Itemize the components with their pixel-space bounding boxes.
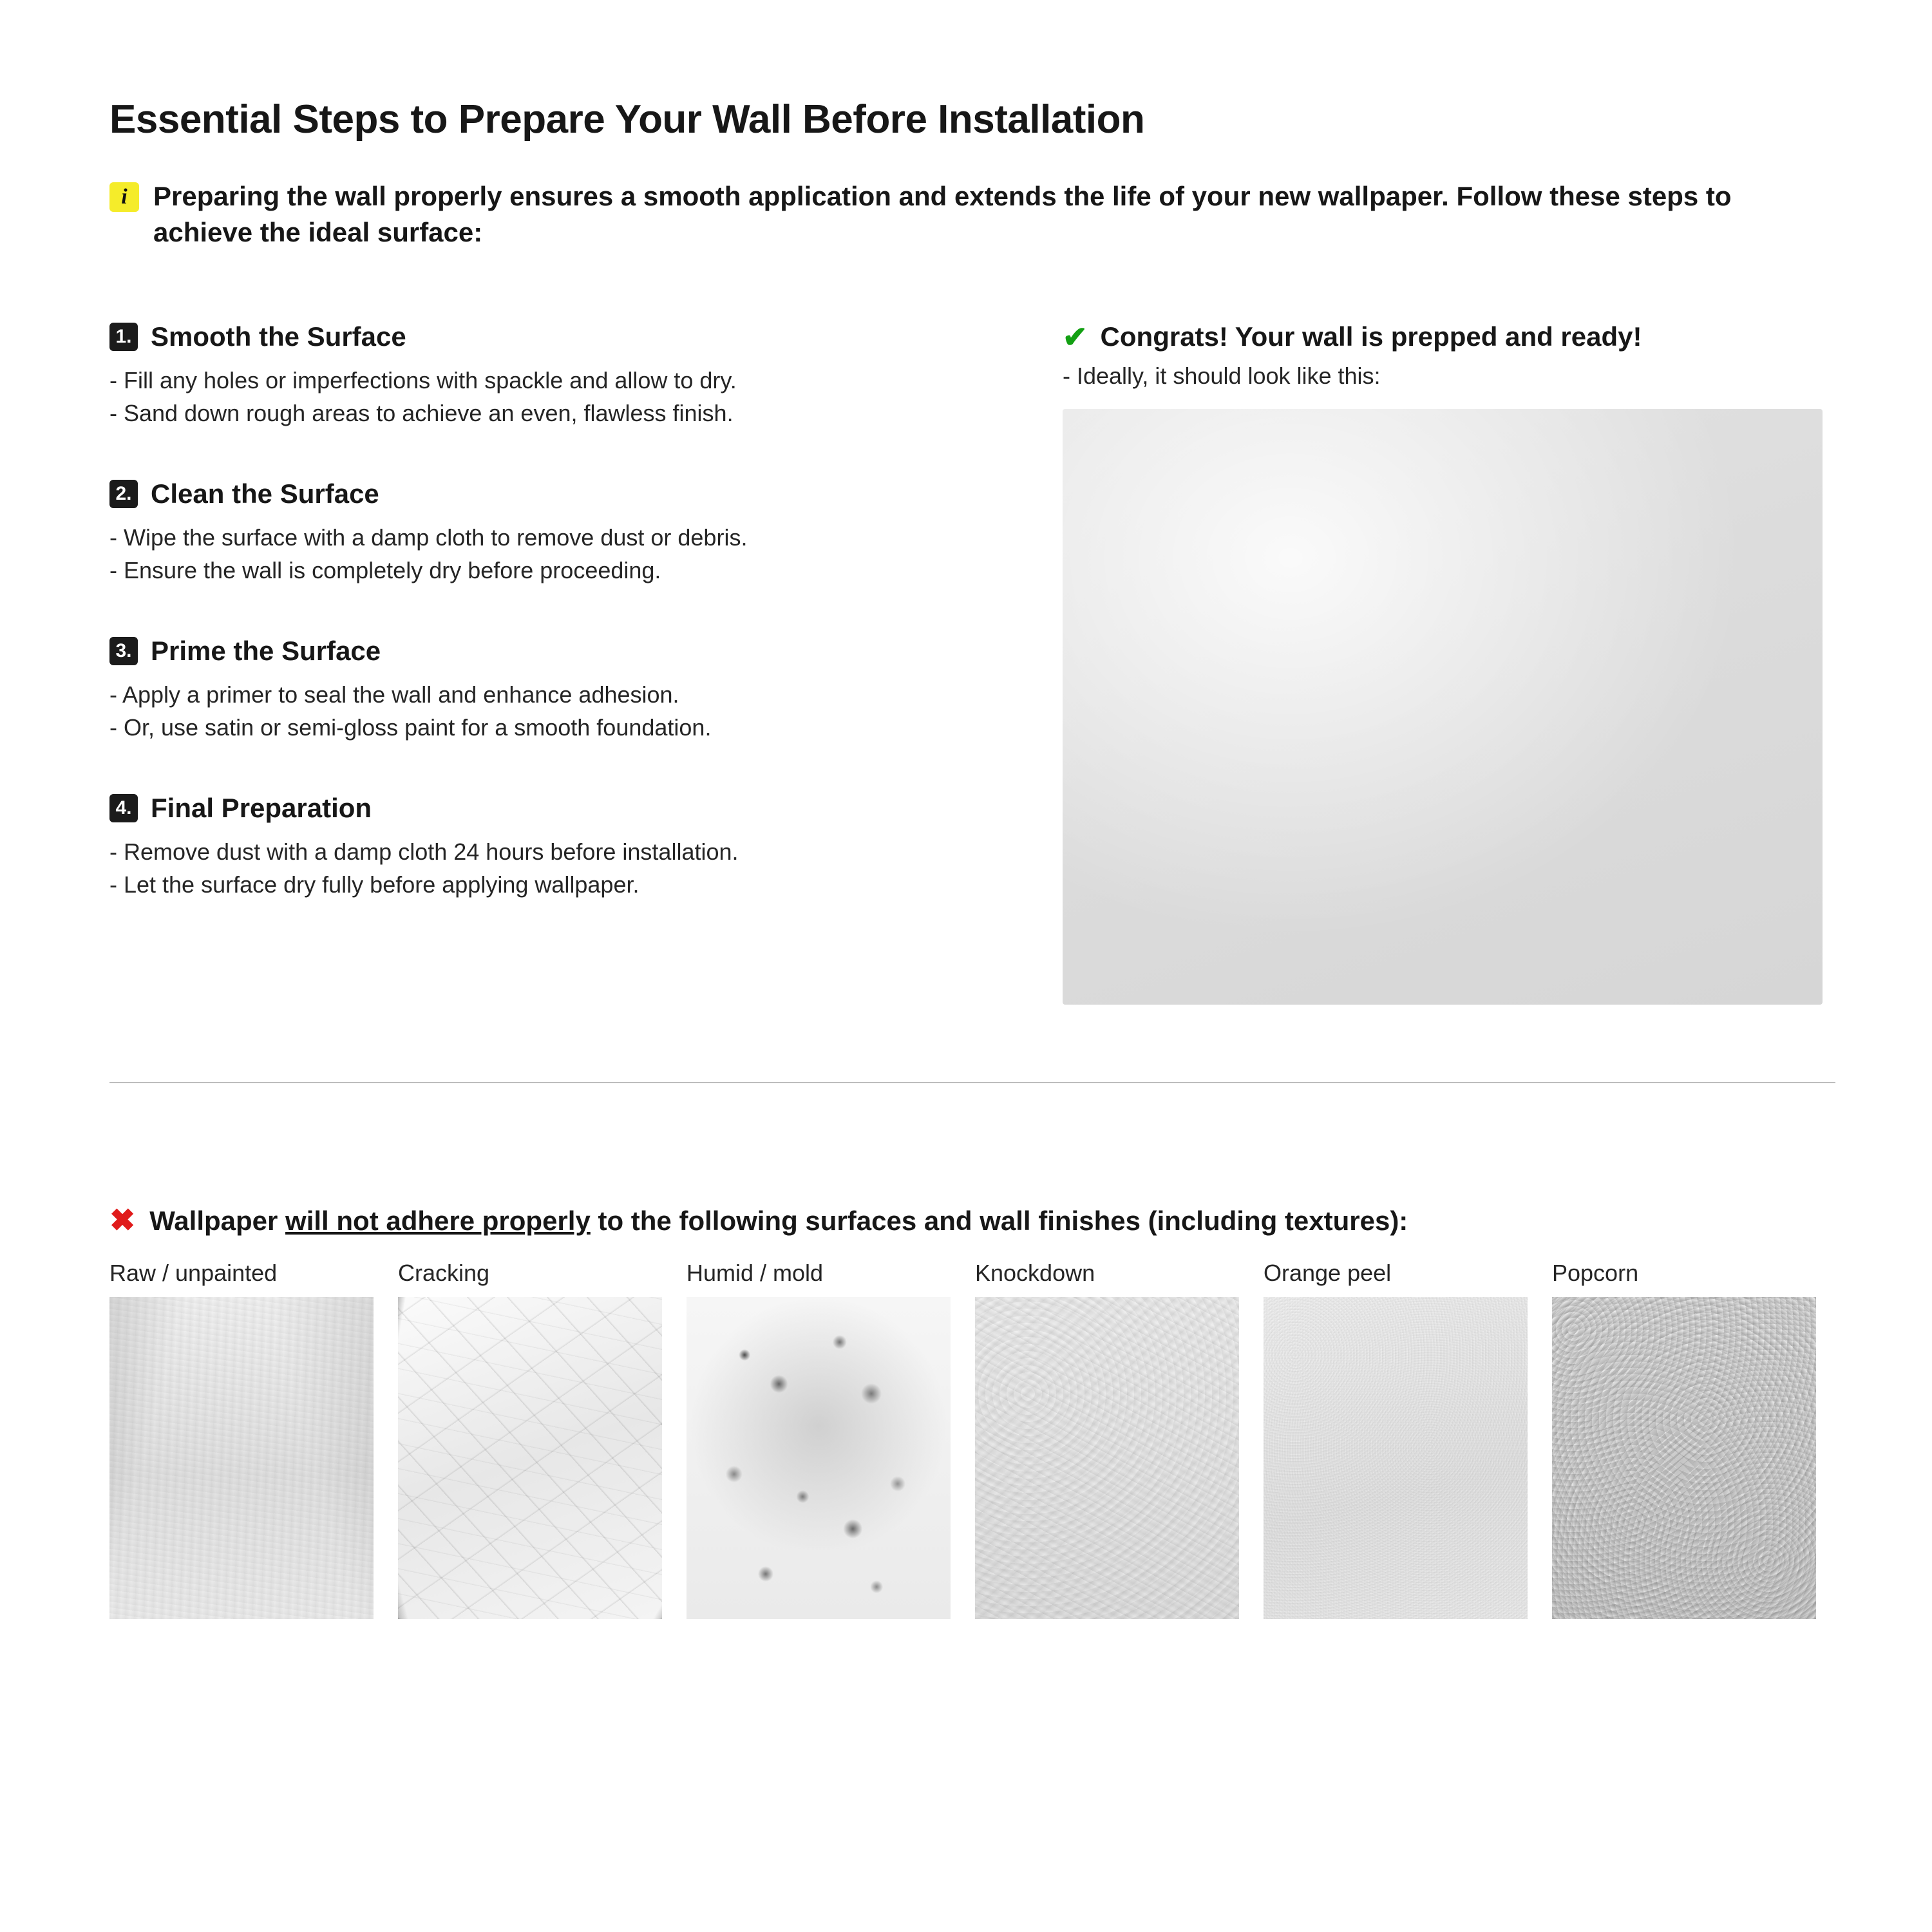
heading-emphasis: will not adhere properly: [285, 1205, 591, 1236]
bad-surfaces-header: [109, 1203, 1823, 1238]
swatch-item: [398, 1260, 662, 1619]
heading-prefix: Wallpaper: [149, 1205, 286, 1236]
check-icon: ✔: [1063, 319, 1088, 354]
step-line: - Apply a primer to seal the wall and enhance adhesion.: [109, 681, 679, 708]
intro-block: [109, 178, 1823, 251]
swatch-item: [1264, 1260, 1528, 1619]
step-item: [109, 478, 979, 587]
step-title: Smooth the Surface: [151, 321, 406, 352]
step-header: [109, 793, 979, 824]
step-header: [109, 321, 979, 352]
bad-surfaces-heading: [149, 1206, 1408, 1236]
congrats-column: [1063, 321, 1823, 1005]
step-line: - Wipe the surface with a damp cloth to remove dust or debris.: [109, 524, 748, 551]
raw-unpainted-texture-image: [109, 1297, 374, 1619]
intro-text: Preparing the wall properly ensures a smooth application and extends the life of your new wallpaper. Follow these steps to achieve the ideal surface:: [153, 181, 1732, 247]
swatch-label: Humid / mold: [687, 1259, 824, 1286]
bad-surfaces-section: [109, 1203, 1823, 1619]
swatch-item: [1552, 1260, 1816, 1619]
swatch-item: [975, 1260, 1239, 1619]
congrats-title: Congrats! Your wall is prepped and ready!: [1100, 321, 1642, 352]
step-line: - Or, use satin or semi-gloss paint for a smooth foundation.: [109, 714, 712, 741]
x-mark-icon: ✖: [109, 1203, 136, 1238]
step-item: [109, 321, 979, 430]
step-title: Prime the Surface: [151, 636, 381, 667]
swatch-item: [109, 1260, 374, 1619]
congrats-subtitle: - Ideally, it should look like this:: [1063, 362, 1381, 389]
section-divider: [109, 1082, 1835, 1083]
step-line: - Let the surface dry fully before applying wallpaper.: [109, 871, 639, 898]
step-title: Clean the Surface: [151, 478, 379, 509]
step-title: Final Preparation: [151, 793, 372, 824]
swatch-label: Orange peel: [1264, 1259, 1392, 1286]
step-number-badge: 1.: [109, 323, 138, 351]
step-line: - Sand down rough areas to achieve an even, flawless finish.: [109, 399, 734, 426]
bad-surface-swatches: [109, 1260, 1823, 1619]
step-number-badge: 3.: [109, 637, 138, 665]
swatch-label: Raw / unpainted: [109, 1259, 278, 1286]
swatch-item: [687, 1260, 951, 1619]
content-columns: [109, 321, 1823, 1005]
step-number-badge: 2.: [109, 480, 138, 508]
swatch-label: Knockdown: [975, 1259, 1095, 1286]
orange-peel-texture-image: [1264, 1297, 1528, 1619]
step-item: [109, 636, 979, 744]
step-line: - Remove dust with a damp cloth 24 hours before installation.: [109, 838, 739, 866]
step-line: - Ensure the wall is completely dry before proceeding.: [109, 557, 661, 584]
prepped-wall-sample-image: [1063, 409, 1823, 1005]
knockdown-texture-image: [975, 1297, 1239, 1619]
swatch-label: Cracking: [398, 1259, 490, 1286]
heading-suffix: to the following surfaces and wall finishes (including textures):: [590, 1205, 1408, 1236]
step-header: [109, 636, 979, 667]
step-number-badge: 4.: [109, 794, 138, 822]
humid-mold-texture-image: [687, 1297, 951, 1619]
steps-column: [109, 321, 979, 902]
info-icon: i: [109, 182, 139, 212]
page-title: Essential Steps to Prepare Your Wall Before Installation: [109, 97, 1145, 142]
cracking-texture-image: [398, 1297, 662, 1619]
step-line: - Fill any holes or imperfections with spackle and allow to dry.: [109, 366, 737, 393]
step-header: [109, 478, 979, 509]
popcorn-texture-image: [1552, 1297, 1816, 1619]
swatch-label: Popcorn: [1552, 1259, 1639, 1286]
congrats-header: [1063, 321, 1823, 352]
step-item: [109, 793, 979, 901]
